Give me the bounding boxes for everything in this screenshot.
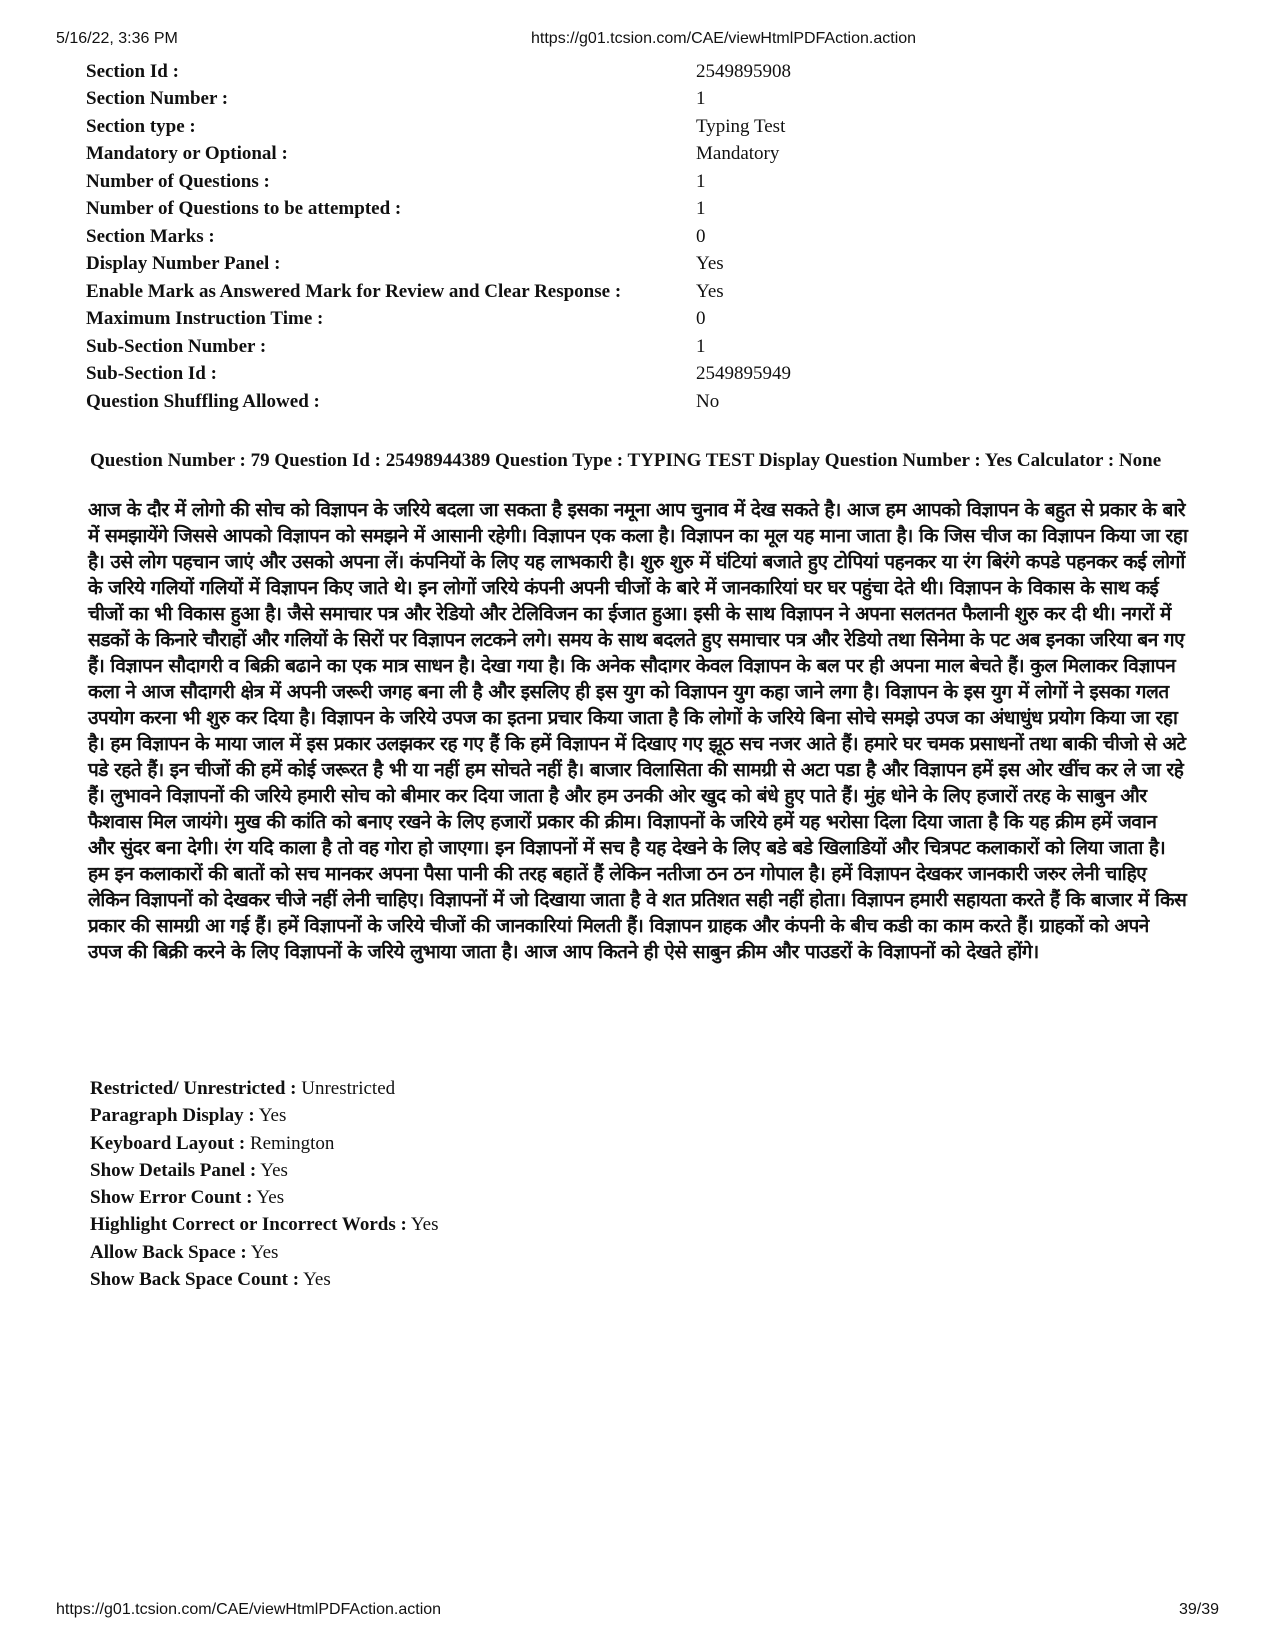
section-info-label: Section Number : <box>86 88 229 110</box>
property-label: Restricted/ Unrestricted : <box>90 1078 297 1099</box>
print-timestamp: 5/16/22, 3:36 PM <box>56 30 178 47</box>
property-label: Show Details Panel : <box>90 1159 257 1181</box>
section-info-label: Sub-Section Number : <box>86 335 267 357</box>
property-label: Show Error Count : <box>90 1187 253 1209</box>
property-label: Keyboard Layout : <box>90 1132 246 1154</box>
section-info-row <box>86 251 791 279</box>
section-info-label: Number of Questions to be attempted : <box>86 198 402 220</box>
section-info-label: Number of Questions : <box>86 170 270 192</box>
section-info-row <box>86 278 791 306</box>
section-info-value: Typing Test <box>696 115 786 137</box>
section-info-row <box>86 306 791 334</box>
property-value: Yes <box>258 1105 287 1127</box>
section-info-value: Mandatory <box>696 143 780 165</box>
property-label: Highlight Correct or Incorrect Words : <box>90 1214 407 1236</box>
section-info-value: Yes <box>696 280 724 302</box>
property-row <box>90 1102 439 1129</box>
property-label: Allow Back Space : <box>90 1241 247 1263</box>
section-info-value: 0 <box>696 308 706 330</box>
property-value: Unrestricted <box>301 1078 396 1099</box>
section-info-value: No <box>696 390 720 412</box>
section-info-value: 0 <box>696 225 706 247</box>
property-value: Yes <box>256 1187 285 1209</box>
property-row <box>90 1266 439 1293</box>
page-footer <box>56 1601 1219 1619</box>
section-info-row <box>86 388 791 416</box>
section-info-row <box>86 196 791 224</box>
property-value: Yes <box>303 1269 331 1291</box>
property-row <box>90 1211 439 1238</box>
section-info-row <box>86 361 791 389</box>
page-number: 39/39 <box>1178 1601 1219 1618</box>
section-info-label: Section Id : <box>86 60 179 82</box>
section-info-value: 2549895908 <box>696 60 791 82</box>
section-info-value: Yes <box>696 253 724 275</box>
section-info-row <box>86 58 791 86</box>
property-row <box>90 1239 439 1266</box>
footer-url: https://g01.tcsion.com/CAE/viewHtmlPDFAction.action <box>56 1601 442 1618</box>
property-value: Yes <box>250 1241 279 1263</box>
section-info-row <box>86 223 791 251</box>
section-info-value: 2549895949 <box>696 363 791 385</box>
section-info-row <box>86 86 791 114</box>
section-info-row <box>86 168 791 196</box>
section-info-value: 1 <box>696 198 706 220</box>
property-row <box>90 1075 439 1102</box>
section-info-label: Section Marks : <box>86 225 215 247</box>
property-row <box>90 1157 439 1184</box>
question-properties <box>90 1075 439 1293</box>
section-info-table <box>86 58 791 416</box>
property-row <box>90 1184 439 1211</box>
section-info-value: 1 <box>696 88 706 110</box>
section-info-label: Maximum Instruction Time : <box>86 308 324 330</box>
property-label: Paragraph Display : <box>90 1105 255 1127</box>
section-info-value: 1 <box>696 170 706 192</box>
property-value: Remington <box>249 1132 335 1154</box>
section-info-label: Sub-Section Id : <box>86 363 217 385</box>
section-info-label: Question Shuffling Allowed : <box>86 390 320 412</box>
property-value: Yes <box>260 1159 288 1181</box>
property-value: Yes <box>410 1214 439 1236</box>
property-row <box>90 1130 439 1157</box>
section-info-value: 1 <box>696 335 706 357</box>
section-info-label: Enable Mark as Answered Mark for Review and Clear Response : <box>86 280 622 302</box>
typing-passage: आज के दौर में लोगो की सोच को विज्ञापन के जरिये बदला जा सकता है इसका नमूना आप चुनाव में देख सकते है। आज हम आपको विज्ञापन के बहुत से प्रकार के बारे में समझायेंगे जिससे आपको विज्ञापन को समझने में आसानी रहेगी। विज्ञापन एक कला है। विज्ञापन का मूल यह माना जाता है। कि जिस चीज का विज्ञापन किया जा रहा है। उसे लोग पहचान जाएं और उसको अपना लें। कंपनियों के लिए यह लाभकारी है। शुरु शुरु में घंटियां बजाते हुए टोपियां पहनकर या रंग बिरंगे कपडे पहनकर कई लोगों के जरिये गलियों गलियों में विज्ञापन किए जाते थे। इन लोगों जरिये कंपनी अपनी चीजों के बारे में जानकारियां घर घर पहुंचा देते थी। विज्ञापन के विकास के साथ कई चीजों का भी विकास हुआ है। जैसे समाचार पत्र और रेडियो और टेलिविजन का ईजात हुआ। इसी के साथ विज्ञापन ने अपना सलतनत फैलानी शुरु कर दी थी। नगरों में सडकों के किनारे चौराहों और गलियों के सिरों पर विज्ञापन लटकने लगे। समय के साथ बदलते हुए समाचार पत्र और रेडियो तथा सिनेमा के पट अब इनका जरिया बन गए हैं। विज्ञापन सौदागरी व बिक्री बढाने का एक मात्र साधन है। देखा गया है। कि अनेक सौदागर केवल विज्ञापन के बल पर ही अपना माल बेचते हैं। कुल मिलाकर विज्ञापन कला ने आज सौदागरी क्षेत्र में अपनी जरूरी जगह बना ली है और इसलिए ही इस युग को विज्ञापन युग कहा जाने लगा है। विज्ञापन के इस युग में लोगों ने इसका गलत उपयोग करना भी शुरु कर दिया है। विज्ञापन के जरिये उपज का इतना प्रचार किया जाता है कि लोगों के जरिये बिना सोचे समझे उपज का अंधाधुंध प्रयोग किया जा रहा है। हम विज्ञापन के माया जाल में इस प्रकार उलझकर रह गए हैं कि हमें विज्ञापन में दिखाए गए झूठ सच नजर आते हैं। हमारे घर चमक प्रसाधनों तथा बाकी चीजो से अटे पडे रहते हैं। इन चीजों की हमें कोई जरूरत है भी या नहीं हम सोचते नहीं है। बाजार विलासिता की सामग्री से अटा पडा है और विज्ञापन हमें इस ओर खींच कर ले जा रहे हैं। लुभावने विज्ञापनों की जरिये हमारी सोच को बीमार कर दिया जाता है और हम उनकी ओर खुद को बंधे हुए पाते हैं। मुंह धोने के लिए हजारों तरह के साबुन और फैशवास मिल जायंगे। मुख की कांति को बनाए रखने के लिए हजारों प्रकार की क्रीम। विज्ञापनों के जरिये हमें यह भरोसा दिला दिया जाता है कि यह क्रीम हमें जवान और सुंदर बना देगी। रंग यदि काला है तो वह गोरा हो जाएगा। इन विज्ञापनों में सच है यह देखने के लिए बडे बडे खिलाडियों और चित्रपट कलाकारों को लिया जाता है। हम इन कलाकारों की बातों को सच मानकर अपना पैसा पानी की तरह बहातें हैं लेकिन नतीजा ठन ठन गोपाल है। हमें विज्ञापन देखकर जानकारी जरुर लेनी चाहिए लेकिन विज्ञापनों को देखकर चीजे नहीं लेनी चाहिए। विज्ञापनों में जो दिखाया जाता है वे शत प्रतिशत सही नहीं होता। विज्ञापन हमारी सहायता करते हैं कि बाजार में किस प्रकार की सामग्री आ गई हैं। हमें विज्ञापनों के जरिये चीजों की जानकारियां मिलती हैं। विज्ञापन ग्राहक और कंपनी के बीच कडी का काम करते हैं। ग्राहकों को अपने उपज की बिक्री करने के लिए विज्ञापनों के जरिये लुभाया जाता है। आज आप कितने ही ऐसे साबुन क्रीम और पाउडरों के विज्ञापनों को देखते होंगे। <box>88 499 1188 963</box>
section-info-row <box>86 141 791 169</box>
question-header: Question Number : 79 Question Id : 25498944389 Question Type : TYPING TEST Display Question Number : Yes Calculator : None <box>90 450 1162 471</box>
section-info-label: Display Number Panel : <box>86 253 281 275</box>
section-info-label: Section type : <box>86 115 196 137</box>
property-label: Show Back Space Count : <box>90 1269 300 1291</box>
section-info-row <box>86 113 791 141</box>
section-info-row <box>86 333 791 361</box>
header-url: https://g01.tcsion.com/CAE/viewHtmlPDFAction.action <box>531 30 917 47</box>
section-info-label: Mandatory or Optional : <box>86 143 288 165</box>
